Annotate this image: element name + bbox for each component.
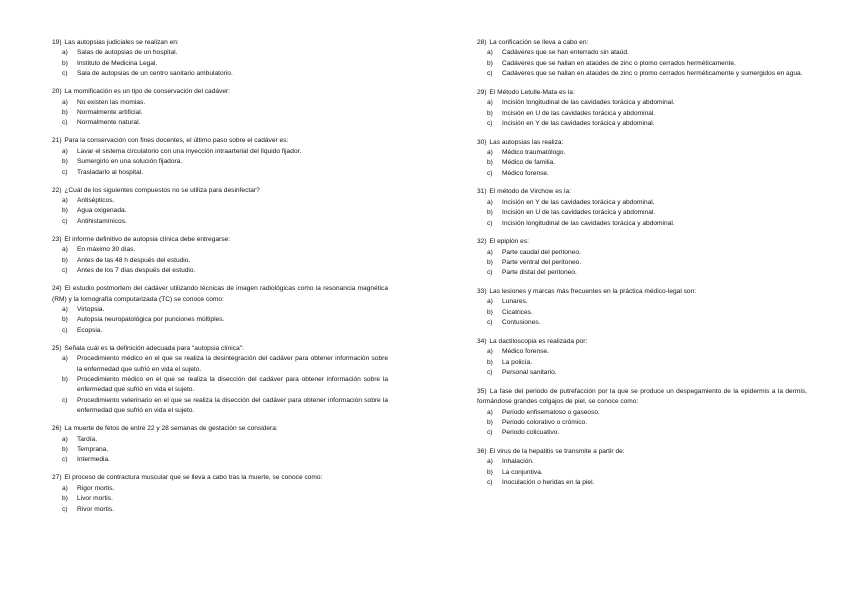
option-text: Instituto de Medicina Legal. [77, 59, 158, 67]
question-34 [477, 337, 807, 379]
option-text: Personal sanitario. [502, 369, 557, 377]
option-a [62, 435, 388, 445]
option-b [487, 258, 807, 268]
option-a [487, 148, 807, 158]
answer-options [477, 198, 807, 229]
option-text: Médico forense. [502, 169, 549, 177]
question-number: 36) [477, 447, 487, 455]
answer-options [477, 457, 807, 488]
option-a [487, 248, 807, 258]
option-text: Livor mortis. [77, 495, 113, 503]
option-a [62, 98, 388, 108]
question-number: 33) [477, 288, 487, 296]
option-b [487, 109, 807, 119]
question-26 [52, 424, 388, 466]
option-letter: c) [487, 319, 493, 327]
option-text: Sumergirlo en una solución fijadora. [77, 158, 183, 166]
option-text: Periodo enfisematoso o gaseoso. [502, 408, 600, 416]
option-text: Parte caudal del peritoneo. [502, 248, 581, 256]
option-c [62, 118, 388, 128]
option-c [487, 119, 807, 129]
option-letter: b) [62, 445, 68, 453]
question-text [52, 473, 388, 483]
question-text [52, 186, 388, 196]
option-text: Antes de los 7 días después del estudio. [77, 267, 196, 275]
option-letter: c) [487, 269, 493, 277]
option-letter: c) [487, 429, 493, 437]
option-text: Intermedia. [77, 456, 110, 464]
option-a [487, 457, 807, 467]
question-text [52, 87, 388, 97]
question-text [477, 237, 807, 247]
option-c [487, 478, 807, 488]
option-text: Antes de las 48 h después del estudio. [77, 256, 191, 264]
question-number: 24) [52, 285, 62, 293]
option-text: Trasladarlo al hospital. [77, 168, 144, 176]
option-letter: a) [487, 49, 493, 57]
answer-options [52, 48, 388, 79]
question-number: 26) [52, 425, 62, 433]
question-28 [477, 38, 807, 80]
option-b [62, 315, 388, 325]
question-text [477, 187, 807, 197]
option-text: No existen las momias. [77, 98, 146, 106]
option-text: Incisión longitudinal de las cavidades torácica y abdominal. [502, 99, 675, 107]
option-letter: b) [487, 308, 493, 316]
option-c [487, 268, 807, 278]
question-32 [477, 237, 807, 279]
option-text: Rigor mortis. [77, 484, 115, 492]
option-a [487, 408, 807, 418]
answer-options [477, 48, 807, 79]
question-stem: El método de Virchow es la: [489, 188, 571, 196]
option-text: Parte ventral del peritoneo. [502, 259, 582, 267]
question-stem: El Método Letulle-Mata es la: [489, 88, 575, 96]
question-number: 23) [52, 235, 62, 243]
option-text: Periodo colicuativo. [502, 429, 560, 437]
option-c [62, 396, 388, 417]
option-letter: a) [62, 98, 68, 106]
question-number: 25) [52, 344, 62, 352]
question-number: 19) [52, 39, 62, 46]
option-text: Inoculación o heridas en la piel. [502, 479, 595, 487]
option-letter: c) [62, 396, 68, 404]
option-b [487, 358, 807, 368]
question-text [52, 344, 388, 354]
option-c [487, 169, 807, 179]
question-stem: Las autopsias judiciales se realizan en: [64, 39, 179, 46]
option-text: Ecopsia. [77, 326, 103, 334]
answer-options [52, 484, 388, 515]
answer-options [477, 98, 807, 129]
option-text: Antihistamínicos. [77, 217, 127, 225]
option-letter: b) [487, 109, 493, 117]
question-number: 35) [477, 387, 487, 395]
option-letter: b) [487, 259, 493, 267]
option-text: Sala de autopsias de un centro sanitario ambulatorio. [77, 70, 233, 78]
question-number: 28) [477, 39, 487, 46]
question-text [52, 424, 388, 434]
question-36 [477, 447, 807, 489]
option-text: Incisión en U de las cavidades torácica y abdominal. [502, 209, 656, 217]
option-text: Procedimiento médico en el que se realiza la disección del cadáver para obtener información sobre la enfermedad que sufrió en vida el sujeto. [77, 375, 388, 394]
option-text: Contusiones. [502, 319, 541, 327]
question-stem: El informe definitivo de autopsia clínica debe entregarse: [64, 235, 231, 243]
option-letter: c) [62, 456, 68, 464]
option-letter: b) [62, 375, 68, 383]
question-stem: La momificación es un tipo de conservación del cadáver: [64, 88, 231, 96]
option-c [487, 318, 807, 328]
option-a [62, 245, 388, 255]
answer-options [52, 196, 388, 227]
option-letter: b) [487, 418, 493, 426]
left-column [52, 38, 388, 523]
option-b [62, 108, 388, 118]
option-b [62, 445, 388, 455]
option-b [62, 157, 388, 167]
question-stem: El epiplón es: [489, 238, 529, 246]
option-text: Parte distal del peritoneo. [502, 269, 577, 277]
question-stem: El proceso de contractura muscular que se lleva a cabo tras la muerte, se conoce como: [64, 474, 323, 482]
option-text: Temprana. [77, 445, 109, 453]
question-text [477, 38, 807, 48]
option-letter: b) [62, 207, 68, 215]
option-letter: a) [487, 248, 493, 256]
option-b [487, 468, 807, 478]
option-c [62, 168, 388, 178]
question-stem: Las lesiones y marcas más frecuentes en la práctica médico-legal son: [489, 288, 697, 296]
question-number: 34) [477, 337, 487, 345]
answer-options [52, 354, 388, 416]
option-b [487, 308, 807, 318]
question-24 [52, 284, 388, 336]
option-b [487, 158, 807, 168]
option-letter: b) [487, 59, 493, 67]
option-text: Lunares. [502, 298, 528, 306]
option-text: Periodo colorativo o crómico. [502, 418, 588, 426]
option-letter: c) [62, 267, 68, 275]
question-23 [52, 235, 388, 277]
option-letter: c) [487, 479, 493, 487]
option-letter: a) [62, 147, 68, 155]
answer-options [52, 305, 388, 336]
option-text: Médico forense. [502, 348, 549, 356]
option-letter: a) [62, 305, 68, 313]
question-stem: El virus de la hepatitis se transmite a partir de: [489, 447, 625, 455]
option-letter: c) [62, 326, 68, 334]
question-text [52, 38, 388, 48]
question-31 [477, 187, 807, 229]
option-letter: b) [62, 495, 68, 503]
option-text: Procedimiento médico en el que se realiza la desintegración del cadáver para obtener información sobre la enfermedad que sufrió en vida el sujeto. [77, 355, 388, 373]
option-a [62, 484, 388, 494]
question-21 [52, 136, 388, 178]
option-b [62, 59, 388, 69]
option-letter: b) [487, 209, 493, 217]
option-letter: a) [62, 435, 68, 443]
option-letter: a) [62, 246, 68, 254]
answer-options [52, 98, 388, 129]
question-text [52, 284, 388, 305]
option-text: Salas de autopsias de un hospital. [77, 49, 178, 57]
question-stem: Señala cuál es la definición adecuada para "autopsia clínica": [64, 344, 244, 352]
option-text: Autopsia neuropatológica por punciones múltiples. [77, 316, 225, 324]
option-text: Cadáveres que se hallan en ataúdes de zinc o plomo cerrados herméticamente. [502, 59, 736, 67]
option-letter: c) [487, 169, 493, 177]
option-text: Rivor mortis. [77, 505, 114, 513]
option-letter: b) [487, 358, 493, 366]
answer-options [477, 297, 807, 328]
option-c [487, 69, 807, 79]
question-text [477, 387, 807, 408]
right-column [477, 38, 807, 497]
option-c [62, 266, 388, 276]
option-letter: c) [487, 70, 493, 78]
question-27 [52, 473, 388, 515]
question-stem: El estudio postmortem del cadáver utilizando técnicas de imagen radiológicas como la resonancia magnética (RM) y la tomografía computarizada (TC) se conoce como: [52, 285, 388, 303]
option-letter: a) [487, 149, 493, 157]
option-letter: b) [487, 159, 493, 167]
option-b [62, 375, 388, 396]
question-number: 20) [52, 88, 62, 96]
option-b [487, 59, 807, 69]
option-a [62, 196, 388, 206]
option-a [62, 48, 388, 58]
option-text: Incisión en Y de las cavidades torácica y abdominal. [502, 120, 655, 128]
option-letter: a) [62, 355, 68, 363]
question-30 [477, 138, 807, 180]
answer-options [52, 435, 388, 466]
option-text: Cicatrices. [502, 308, 533, 316]
option-text: Cadáveres que se hallan en ataúdes de zinc o plomo cerrados herméticamente y sumergidos en agua. [502, 70, 803, 78]
option-letter: c) [62, 217, 68, 225]
option-b [62, 256, 388, 266]
option-c [62, 217, 388, 227]
option-letter: c) [62, 168, 68, 176]
question-stem: La dactiloscopia es realizada por: [489, 337, 588, 345]
option-b [487, 208, 807, 218]
question-number: 21) [52, 137, 62, 145]
question-stem: ¿Cuál de los siguientes compuestos no se utiliza para desinfectar? [64, 186, 260, 194]
answer-options [52, 147, 388, 178]
answer-options [477, 248, 807, 279]
question-stem: Para la conservación con fines docentes, el último paso sobre el cadáver es: [64, 137, 289, 145]
question-22 [52, 186, 388, 228]
option-text: Médico traumatólogo. [502, 149, 566, 157]
option-a [62, 147, 388, 157]
question-20 [52, 87, 388, 129]
option-a [487, 347, 807, 357]
option-letter: c) [62, 70, 68, 78]
answer-options [52, 245, 388, 276]
option-text: Lavar el sistema circulatorio con una inyección intraarterial del líquido fijador. [77, 147, 302, 155]
option-text: En máximo 30 días. [77, 246, 136, 254]
question-number: 29) [477, 88, 487, 96]
question-stem: La muerte de fetos de entre 22 y 28 semanas de gestación se considera: [64, 425, 278, 433]
question-35 [477, 387, 807, 439]
option-letter: a) [62, 484, 68, 492]
option-letter: a) [487, 99, 493, 107]
question-33 [477, 287, 807, 329]
question-25 [52, 344, 388, 417]
option-a [62, 305, 388, 315]
option-a [487, 98, 807, 108]
question-number: 30) [477, 138, 487, 146]
question-stem: Las autopsias las realiza: [489, 138, 564, 146]
option-text: La policía. [502, 358, 533, 366]
option-c [487, 428, 807, 438]
option-c [62, 69, 388, 79]
question-19 [52, 38, 388, 80]
option-letter: c) [62, 119, 68, 127]
question-number: 32) [477, 238, 487, 246]
question-text [477, 447, 807, 457]
option-b [62, 206, 388, 216]
option-text: Inhalación. [502, 458, 534, 466]
option-letter: b) [62, 158, 68, 166]
option-letter: c) [62, 505, 68, 513]
question-number: 27) [52, 474, 62, 482]
option-text: Agua oxigenada. [77, 207, 127, 215]
option-text: Tardía. [77, 435, 98, 443]
question-number: 22) [52, 186, 62, 194]
answer-options [477, 408, 807, 439]
option-letter: a) [487, 408, 493, 416]
option-letter: c) [487, 219, 493, 227]
question-text [477, 138, 807, 148]
question-text [52, 235, 388, 245]
question-text [477, 88, 807, 98]
question-text [477, 287, 807, 297]
question-text [52, 136, 388, 146]
option-text: La conjuntiva. [502, 468, 543, 476]
option-letter: a) [487, 458, 493, 466]
option-text: Normalmente natural. [77, 119, 141, 127]
option-text: Incisión longitudinal de las cavidades torácica y abdominal. [502, 219, 675, 227]
option-b [487, 418, 807, 428]
option-text: Procedimiento veterinario en el que se realiza la disección del cadáver para obtener información sobre la enfermedad que sufrió en vida el sujeto. [77, 396, 388, 415]
option-text: Antisépticos. [77, 197, 115, 205]
option-text: Incisión en U de las cavidades torácica y abdominal. [502, 109, 656, 117]
option-a [487, 198, 807, 208]
option-letter: a) [487, 298, 493, 306]
question-text [477, 337, 807, 347]
answer-options [477, 148, 807, 179]
question-stem: La fase del periodo de putrefacción por la que se produce un despegamiento de la epidermis a la dermis, formándose grandes colgajos de piel, se conoce como: [477, 387, 807, 406]
question-stem: La corificación se lleva a cabo en: [489, 39, 589, 46]
option-letter: b) [62, 316, 68, 324]
option-c [62, 326, 388, 336]
option-text: Cadáveres que se han enterrado sin ataúd. [502, 49, 629, 57]
option-letter: b) [62, 109, 68, 117]
option-letter: c) [487, 120, 493, 128]
option-b [62, 494, 388, 504]
question-number: 31) [477, 188, 487, 196]
option-c [62, 505, 388, 515]
option-a [62, 354, 388, 375]
option-a [487, 297, 807, 307]
option-letter: a) [62, 49, 68, 57]
option-letter: a) [62, 197, 68, 205]
question-29 [477, 88, 807, 130]
option-text: Virtopsia. [77, 305, 105, 313]
option-letter: b) [487, 468, 493, 476]
option-letter: a) [487, 198, 493, 206]
option-text: Normalmente artificial. [77, 109, 143, 117]
option-letter: c) [487, 369, 493, 377]
option-letter: a) [487, 348, 493, 356]
option-c [487, 368, 807, 378]
option-text: Incisión en Y de las cavidades torácica y abdominal. [502, 198, 655, 206]
option-letter: b) [62, 256, 68, 264]
option-c [487, 219, 807, 229]
option-c [62, 455, 388, 465]
answer-options [477, 347, 807, 378]
option-a [487, 48, 807, 58]
option-text: Médico de familia. [502, 159, 556, 167]
option-letter: b) [62, 59, 68, 67]
